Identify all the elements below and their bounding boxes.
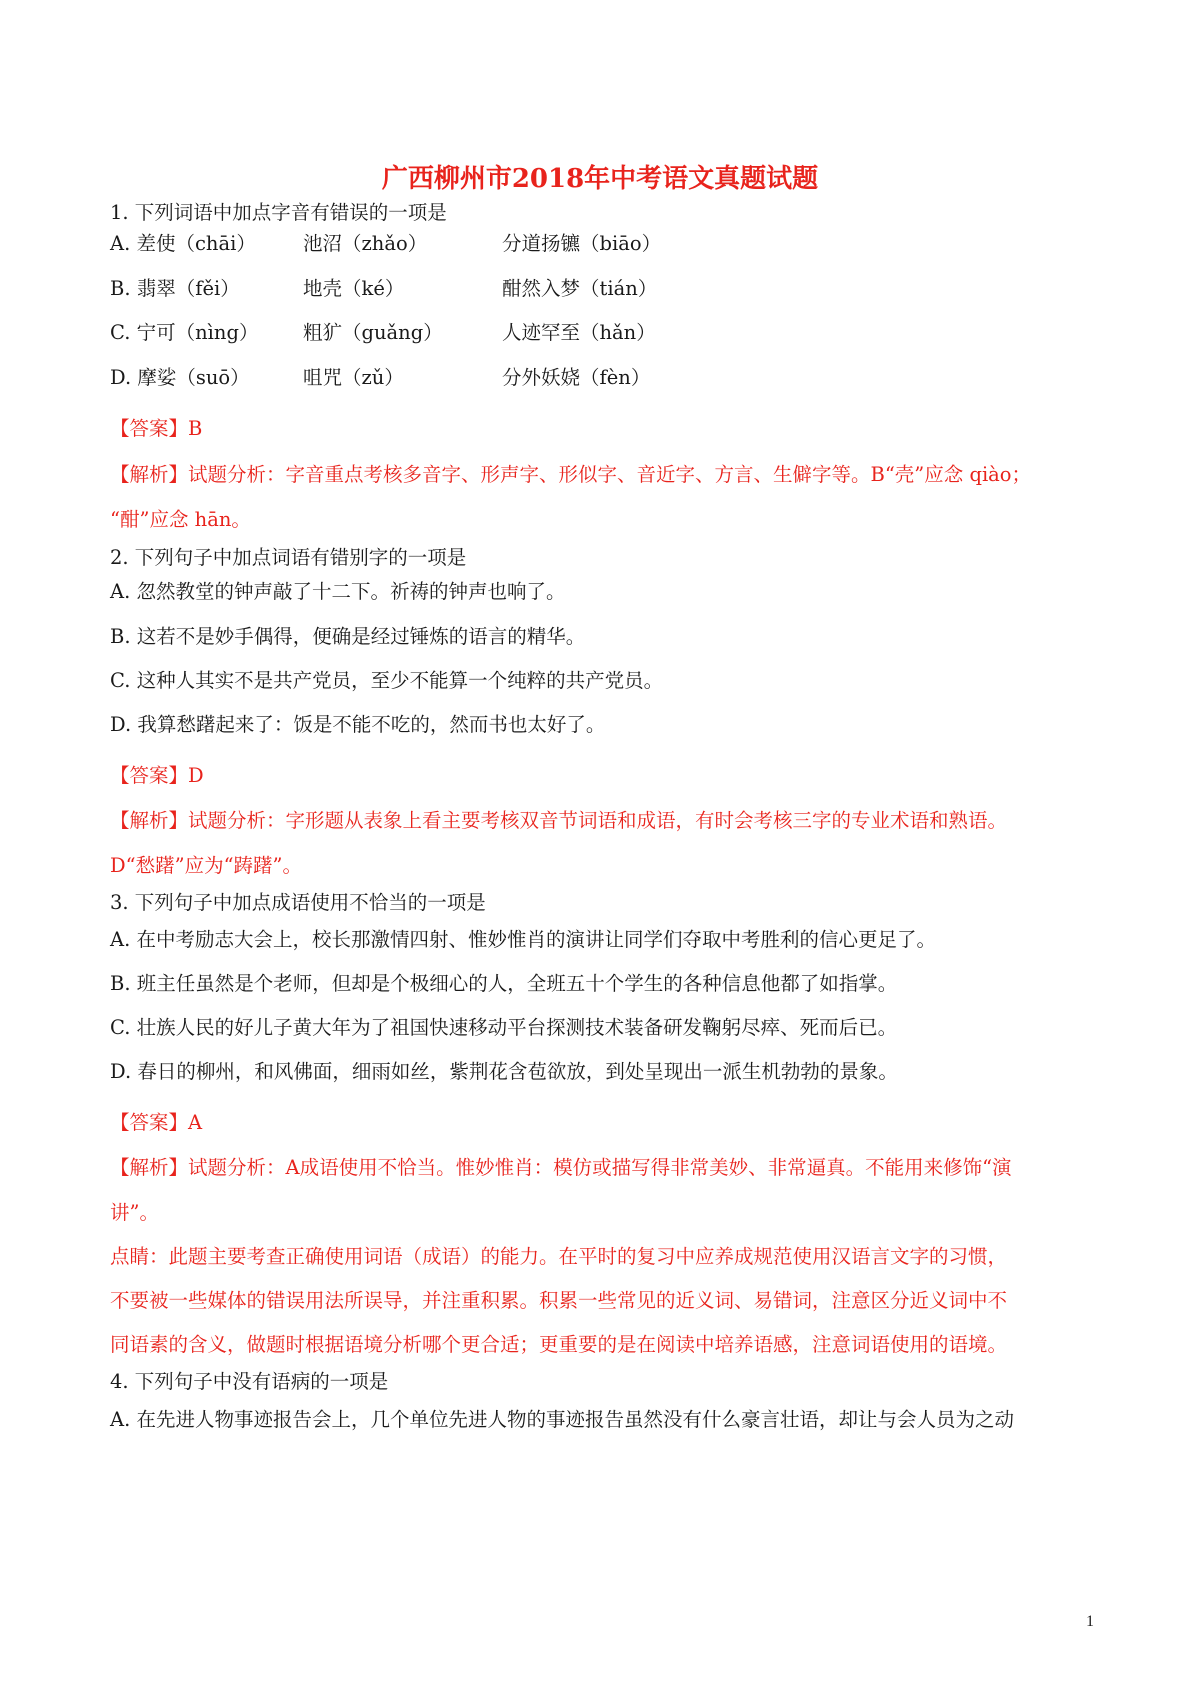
q3-analysis-line1: 【解析】试题分析：A成语使用不恰当。惟妙惟肖：模仿或描写得非常美妙、非常逼真。不能用来修饰“演 [110,1156,1012,1179]
q2-option-d: D. 我算愁躇起来了：饭是不能不吃的，然而书也太好了。 [110,713,606,736]
q2-analysis-line1: 【解析】试题分析：字形题从表象上看主要考核双音节词语和成语，有时会考核三字的专业术语和熟语。 [110,809,1008,832]
q2-answer: 【答案】D [110,764,204,787]
q1-stem: 1. 下列词语中加点字音有错误的一项是 [110,201,447,224]
q3-tip-line2: 不要被一些媒体的错误用法所误导，并注重积累。积累一些常见的近义词、易错词，注意区分近义词中不 [110,1289,1008,1312]
q3-tip-line3: 同语素的含义，做题时根据语境分析哪个更合适；更重要的是在阅读中培养语感，注意词语使用的语境。 [110,1333,1008,1356]
q4-option-a: A. 在先进人物事迹报告会上，几个单位先进人物的事迹报告虽然没有什么豪言壮语，却让与会人员为之动 [110,1408,1014,1431]
q3-option-c: C. 壮族人民的好儿子黄大年为了祖国快速移动平台探测技术装备研发鞠躬尽瘁、死而后已。 [110,1016,898,1039]
q3-option-d: D. 春日的柳州，和风佛面，细雨如丝，紫荆花含苞欲放，到处呈现出一派生机勃勃的景象。 [110,1060,898,1083]
q2-analysis-line2: D“愁躇”应为“踌躇”。 [110,854,303,877]
q1-a-word2: 池沼（zhǎo） [303,232,428,255]
q1-a-word1: A. 差使（chāi） [110,232,256,255]
q1-d-word3: 分外妖娆（fèn） [502,366,651,389]
q1-a-word3: 分道扬镳（biāo） [502,232,662,255]
q1-b-word2: 地壳（ké） [303,277,405,300]
q3-option-a: A. 在中考励志大会上，校长那激情四射、惟妙惟肖的演讲让同学们夺取中考胜利的信心更足了。 [110,928,936,951]
page-title: 广西柳州市2018年中考语文真题试题 [381,164,819,194]
q1-c-word2: 粗犷（guǎng） [303,321,443,344]
q2-option-a: A. 忽然教堂的钟声敲了十二下。祈祷的钟声也响了。 [110,580,566,603]
q1-b-word3: 酣然入梦（tián） [502,277,658,300]
q3-option-b: B. 班主任虽然是个老师，但却是个极细心的人，全班五十个学生的各种信息他都了如指掌。 [110,972,898,995]
q3-stem: 3. 下列句子中加点成语使用不恰当的一项是 [110,891,486,914]
q1-b-word1: B. 翡翠（fěi） [110,277,240,300]
q2-option-c: C. 这种人其实不是共产党员，至少不能算一个纯粹的共产党员。 [110,669,664,692]
q4-stem: 4. 下列句子中没有语病的一项是 [110,1370,389,1393]
q1-c-word1: C. 宁可（nìng） [110,321,259,344]
q2-stem: 2. 下列句子中加点词语有错别字的一项是 [110,546,467,569]
q1-d-word2: 咀咒（zǔ） [303,366,404,389]
q1-analysis-line2: “酣”应念 hān。 [110,508,251,531]
q1-d-word1: D. 摩娑（suō） [110,366,250,389]
q3-answer: 【答案】A [110,1111,203,1134]
q3-analysis-line2: 讲”。 [110,1201,159,1224]
q1-answer: 【答案】B [110,417,203,440]
q2-option-b: B. 这若不是妙手偶得，便确是经过锤炼的语言的精华。 [110,625,586,648]
page-number: 1 [1086,1613,1094,1630]
q1-analysis-line1: 【解析】试题分析：字音重点考核多音字、形声字、形似字、音近字、方言、生僻字等。B“壳”应念 qiào； [110,463,1032,486]
q1-c-word3: 人迹罕至（hǎn） [502,321,656,344]
q3-tip-line1: 点睛：此题主要考查正确使用词语（成语）的能力。在平时的复习中应养成规范使用汉语言文字的习惯， [110,1245,1008,1268]
